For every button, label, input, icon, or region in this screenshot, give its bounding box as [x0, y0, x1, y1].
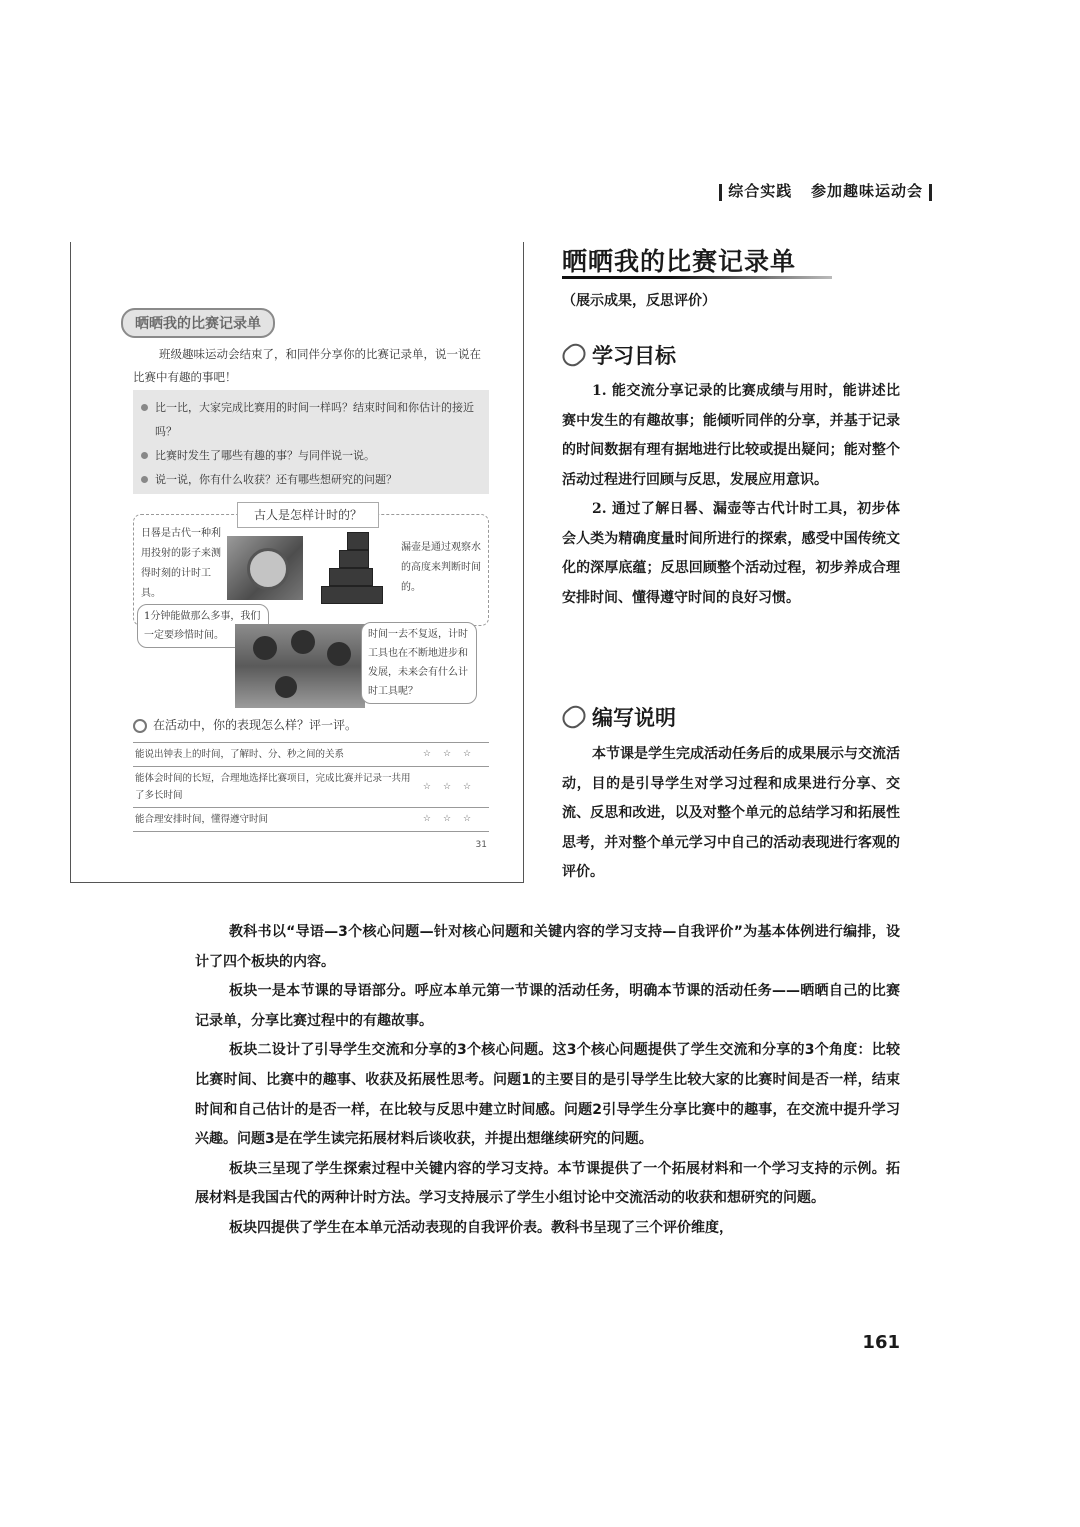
body-paragraph: 板块二设计了引导学生交流和分享的3个核心问题。这3个核心问题提供了学生交流和分享的3个角度：比较比赛时间、比赛中的趣事、收获及拓展性思考。问题1的主要目的是引导学生比较大家的比赛时间是否一样，结束时间和自己估计的是否一样，在比较与反思中建立时间感。问题2引导学生分享比赛中的趣事，在交流中提升学习兴趣。问题3是在学生读完拓展材料后谈收获，并提出想继续研究的问题。 — [195, 1042, 900, 1148]
header-topic-label: 参加趣味运动会 — [810, 182, 923, 200]
table-row — [133, 767, 489, 808]
page-number: 161 — [862, 1332, 900, 1353]
running-header — [713, 180, 938, 201]
sundial-photo — [227, 536, 303, 600]
learning-goals — [562, 377, 900, 613]
question-item: 说一说，你有什么收获？还有哪些想研究的问题？ — [141, 468, 481, 492]
body-text — [195, 918, 900, 1244]
writing-notes — [562, 740, 900, 888]
table-row — [133, 808, 489, 832]
clepsydra-photo — [321, 532, 387, 606]
goal-paragraph: 2. 通过了解日晷、漏壶等古代计时工具，初步体会人类为精确度量时间所进行的探索，感受中国传统文化的深厚底蕴；反思回顾整个活动过程，初步养成合理安排时间、懂得遵守时间的良好习惯。 — [562, 501, 900, 606]
clepsydra-caption: 漏壶是通过观察水的高度来判断时间的。 — [401, 542, 481, 593]
body-paragraph: 教科书以“导语—3个核心问题—针对核心问题和关键内容的学习支持—自我评价”为基本体例进行编排，设计了四个板块的内容。 — [195, 924, 900, 970]
table-row — [133, 743, 489, 767]
paperclip-icon — [558, 340, 589, 371]
body-paragraph: 板块三呈现了学生探索过程中关键内容的学习支持。本节课提供了一个拓展材料和一个学习支持的示例。拓展材料是我国古代的两种计时方法。学习支持展示了学生小组讨论中交流活动的收获和想研究的问题。 — [195, 1160, 900, 1207]
goal-paragraph: 1. 能交流分享记录的比赛成绩与用时，能讲述比赛中发生的有趣故事；能倾听同伴的分享，并基于记录的时间数据有理有据地进行比较或提出疑问；能对整个活动过程进行回顾与反思，发展应用意识。 — [562, 383, 900, 488]
goals-heading: 学习目标 — [562, 340, 676, 370]
sundial-caption: 日晷是古代一种利用投射的影子来测得时刻的计时工具。 — [141, 528, 221, 599]
magnifier-icon — [133, 719, 147, 733]
textbook-intro: 班级趣味运动会结束了，和同伴分享你的比赛记录单，说一说在比赛中有趣的事吧！ — [133, 347, 481, 384]
question-item: 比赛时发生了哪些有趣的事？与同伴说一说。 — [141, 444, 481, 468]
eval-criterion: 能体会时间的长短，合理地选择比赛项目，完成比赛并记录一共用了多长时间 — [133, 767, 417, 808]
evaluation-question: 在活动中，你的表现怎么样？评一评。 — [133, 716, 357, 733]
section-subtitle: （展示成果，反思评价） — [562, 293, 716, 309]
textbook-pill-title: 晒晒我的比赛记录单 — [121, 308, 275, 338]
writing-paragraph: 本节课是学生完成活动任务后的成果展示与交流活动，目的是引导学生对学习过程和成果进行分享、交流、反思和改进，以及对整个单元的总结学习和拓展性思考，并对整个单元学习中自己的活动表现进行客观的评价。 — [562, 746, 900, 880]
bullet-dot-icon — [141, 452, 148, 459]
body-paragraph: 板块四提供了学生在本单元活动表现的自我评价表。教科书呈现了三个评价维度， — [229, 1219, 733, 1236]
eval-criterion: 能说出钟表上的时间，了解时、分、秒之间的关系 — [133, 743, 417, 767]
kid-speech-bubble-1: 1分钟能做那么多事，我们一定要珍惜时间。 — [137, 604, 269, 648]
textbook-page-image — [70, 242, 524, 883]
eval-criterion: 能合理安排时间，懂得遵守时间 — [133, 808, 417, 832]
star-rating: ☆☆☆ — [417, 743, 489, 767]
students-photo — [235, 624, 365, 708]
textbook-page-number: 31 — [475, 840, 487, 850]
paperclip-icon — [558, 702, 589, 733]
section-title: 晒晒我的比赛记录单 — [562, 247, 797, 276]
bullet-dot-icon — [141, 404, 148, 411]
self-evaluation-table — [133, 742, 489, 832]
writing-heading: 编写说明 — [562, 702, 676, 732]
star-rating: ☆☆☆ — [417, 767, 489, 808]
bullet-dot-icon — [141, 476, 148, 483]
title-underline — [562, 276, 832, 279]
question-box — [133, 390, 489, 494]
question-item: 比一比，大家完成比赛用的时间一样吗？结束时间和你估计的接近吗？ — [141, 396, 481, 444]
header-unit-label: 综合实践 — [728, 182, 793, 200]
header-bar-right — [929, 184, 932, 201]
ancient-timekeeping-title: 古人是怎样计时的？ — [237, 502, 379, 528]
star-rating: ☆☆☆ — [417, 808, 489, 832]
body-paragraph: 板块一是本节课的导语部分。呼应本单元第一节课的活动任务，明确本节课的活动任务——晒晒自己的比赛记录单，分享比赛过程中的有趣故事。 — [195, 983, 900, 1029]
kid-speech-bubble-2: 时间一去不复返，计时工具也在不断地进步和发展，未来会有什么计时工具呢？ — [361, 622, 477, 704]
header-bar-left — [719, 184, 722, 201]
